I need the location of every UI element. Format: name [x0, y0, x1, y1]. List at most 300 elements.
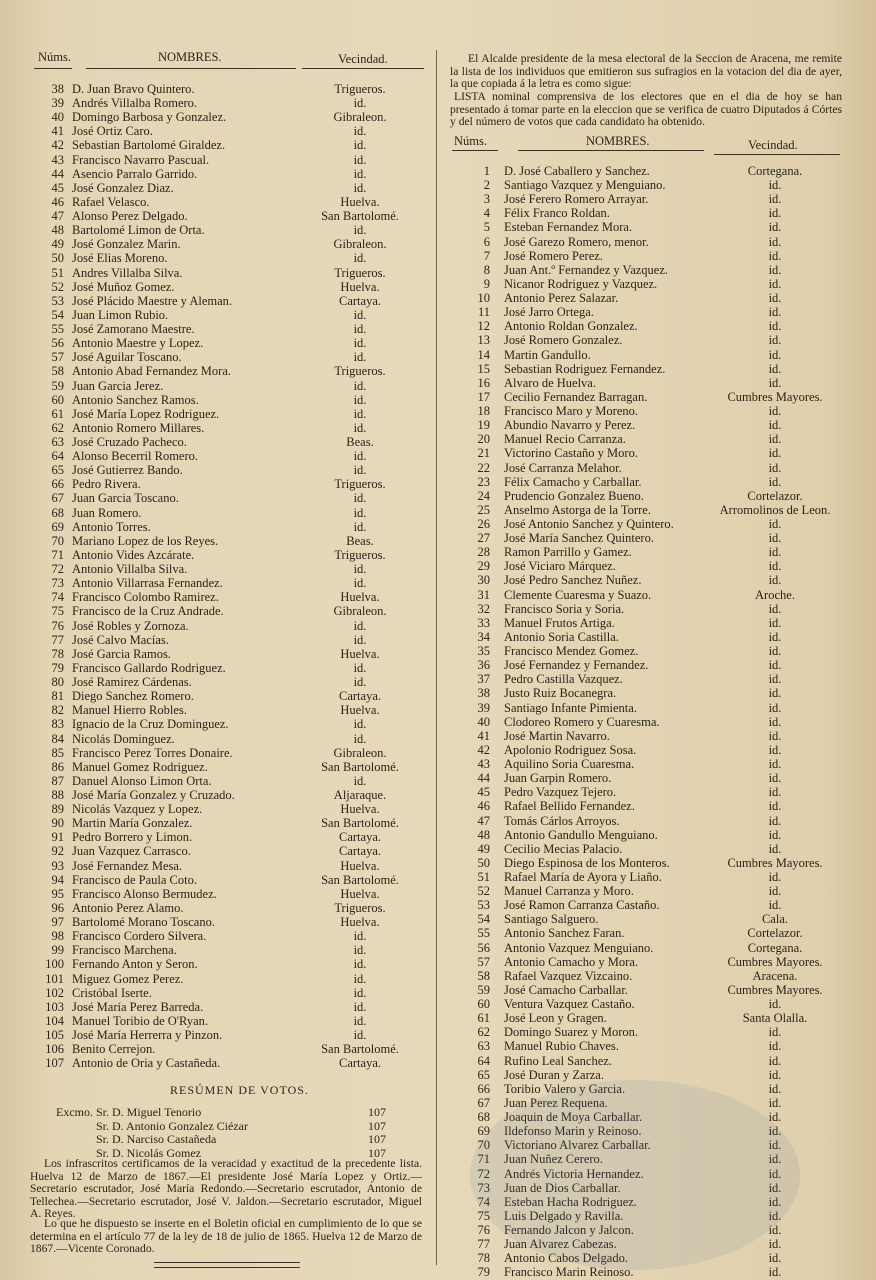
voter-vecindad: Trigueros. — [334, 900, 386, 915]
voter-name: Aquilino Soria Cuaresma. — [504, 757, 635, 772]
candidate-name: Sr. D. Antonio Gonzalez Ciézar — [96, 1118, 248, 1133]
voter-vecindad: id. — [768, 1039, 782, 1054]
voter-vecindad: San Bartolomé. — [321, 209, 399, 224]
voter-name: Juan Limon Rubio. — [72, 307, 169, 322]
voter-number: 81 — [51, 689, 64, 704]
voter-vecindad: id. — [768, 305, 782, 320]
voter-name: Manuel Frutos Artiga. — [504, 615, 615, 630]
voter-name: Nicolás Dominguez. — [72, 731, 175, 746]
voter-number: 4 — [483, 206, 490, 221]
voter-name: Andres Villalba Silva. — [72, 265, 183, 280]
voter-name: Anselmo Astorga de la Torre. — [504, 502, 651, 517]
voter-vecindad: Huelva. — [340, 646, 380, 661]
voter-vecindad: id. — [768, 601, 782, 616]
voter-name: Ignacio de la Cruz Dominguez. — [72, 717, 229, 732]
voter-number: 45 — [51, 180, 64, 195]
voter-number: 51 — [51, 265, 64, 280]
voter-vecindad: id. — [353, 562, 367, 577]
voter-number: 72 — [477, 1166, 490, 1181]
voter-vecindad: id. — [768, 997, 782, 1012]
voter-name: Bartolomé Limon de Orta. — [72, 223, 205, 238]
vote-row — [96, 1118, 386, 1133]
vote-count: 107 — [368, 1118, 386, 1133]
voter-name: Juan Alvarez Cabezas. — [504, 1237, 617, 1252]
voter-name: Juan Vazquez Carrasco. — [72, 844, 191, 859]
voter-number: 7 — [483, 248, 490, 263]
voter-name: Francisco Marchena. — [72, 943, 177, 958]
voter-name: Sebastian Bartolomé Giraldez. — [72, 138, 226, 153]
voter-name: D. José Caballero y Sanchez. — [504, 164, 650, 178]
voter-number: 74 — [477, 1194, 490, 1209]
voter-vecindad: id. — [768, 531, 782, 546]
voter-name: Francisco Gallardo Rodriguez. — [72, 660, 226, 675]
voter-number: 39 — [477, 700, 490, 715]
voter-name: Andrés Villalba Romero. — [72, 96, 198, 111]
resumen-title: RESÚMEN DE VOTOS. — [170, 1083, 309, 1097]
voter-number: 73 — [477, 1180, 490, 1195]
voter-number: 56 — [51, 336, 64, 351]
voter-name: José Fernandez y Fernandez. — [504, 658, 649, 673]
voter-name: José Carranza Melahor. — [504, 460, 622, 475]
voter-vecindad: id. — [768, 827, 782, 842]
voter-vecindad: id. — [768, 1138, 782, 1153]
voter-number: 88 — [51, 788, 64, 802]
voter-vecindad: Huelva. — [340, 858, 380, 873]
voter-number: 66 — [477, 1081, 490, 1096]
voter-number: 30 — [477, 573, 490, 588]
voter-name: Danuel Alonso Limon Orta. — [72, 773, 212, 788]
voter-number: 5 — [483, 220, 490, 235]
voter-vecindad: id. — [768, 178, 782, 193]
voter-vecindad: Huelva. — [340, 886, 380, 901]
voter-name: Tomás Cárlos Arroyos. — [504, 813, 620, 828]
voter-number: 78 — [51, 646, 64, 661]
voter-name: Manuel Toribio de O'Ryan. — [72, 1013, 209, 1028]
voter-vecindad: id. — [768, 319, 782, 334]
voter-number: 62 — [477, 1025, 490, 1040]
voter-vecindad: id. — [768, 545, 782, 560]
voter-vecindad: id. — [768, 1237, 782, 1252]
right-header-num: Núms. — [454, 134, 487, 148]
voter-vecindad: id. — [768, 234, 782, 249]
voter-vecindad: id. — [353, 929, 367, 944]
voter-number: 86 — [51, 759, 64, 774]
voter-name: Antonio Vides Azcárate. — [72, 547, 195, 562]
voter-vecindad: Cartaya. — [339, 293, 381, 308]
voter-vecindad: id. — [353, 675, 367, 690]
voter-vecindad: id. — [353, 1013, 367, 1028]
voter-vecindad: id. — [768, 333, 782, 348]
voter-number: 80 — [51, 675, 64, 690]
voter-number: 70 — [51, 533, 64, 548]
voter-vecindad: id. — [768, 1053, 782, 1068]
voter-name: Manuel Rubio Chaves. — [504, 1039, 619, 1054]
right-header-rule-num — [452, 150, 498, 151]
voter-name: Ramon Parrillo y Gamez. — [504, 545, 632, 560]
voter-name: Juan Garcia Jerez. — [72, 378, 164, 393]
voter-number: 75 — [477, 1208, 490, 1223]
voter-number: 31 — [477, 587, 490, 602]
voter-vecindad: id. — [768, 841, 782, 856]
voter-name: José Fernandez Mesa. — [72, 858, 183, 873]
voter-vecindad: id. — [768, 418, 782, 433]
voter-vecindad: id. — [768, 361, 782, 376]
voter-number: 54 — [477, 912, 490, 927]
voter-vecindad: id. — [768, 1265, 782, 1280]
voter-vecindad: id. — [768, 1025, 782, 1040]
voter-name: Antonio Camacho y Mora. — [504, 954, 639, 969]
voter-vecindad: Aljaraque. — [333, 788, 387, 802]
voter-number: 44 — [51, 166, 64, 181]
voter-number: 106 — [45, 1042, 64, 1057]
voter-vecindad: Gibraleon. — [333, 745, 387, 760]
voter-number: 65 — [51, 463, 64, 478]
voter-number: 14 — [477, 347, 490, 362]
voter-name: José Jarro Ortega. — [504, 305, 594, 320]
voter-name: Luis Delgado y Ravilla. — [504, 1208, 624, 1223]
voter-vecindad: id. — [768, 771, 782, 786]
voter-number: 103 — [45, 999, 64, 1014]
voter-name: Juan Garpin Romero. — [504, 771, 612, 786]
voter-name: Santiago Salguero. — [504, 912, 599, 927]
voter-vecindad: Cartaya. — [339, 1056, 381, 1071]
voter-number: 90 — [51, 816, 64, 831]
voter-number: 47 — [51, 209, 64, 224]
voter-number: 45 — [477, 785, 490, 800]
dispatch-paragraph: Lo que he dispuesto se inserte en el Boletin oficial en cumplimiento de lo que se determina en el artículo 77 de la ley de 18 de julio de 1865. Huelva 12 de Marzo de 1867.—Vicente Coronado. — [30, 1217, 422, 1256]
voter-vecindad: id. — [768, 714, 782, 729]
voter-name: José María Lopez Rodriguez. — [72, 406, 220, 421]
voter-vecindad: id. — [768, 1223, 782, 1237]
voter-vecindad: id. — [768, 1067, 782, 1082]
voter-vecindad: id. — [353, 406, 367, 421]
voter-name: Rafael Vazquez Vizcaino. — [504, 968, 633, 983]
voter-vecindad: id. — [353, 449, 367, 464]
voter-name: Pedro Rivera. — [72, 477, 141, 492]
voter-name: Francisco Soria y Soria. — [504, 601, 625, 616]
voter-name: Francisco de la Cruz Andrade. — [72, 604, 224, 619]
voter-vecindad: Aracena. — [752, 968, 798, 983]
voter-name: José Garezo Romero, menor. — [504, 234, 649, 249]
voter-number: 17 — [477, 389, 490, 404]
voter-number: 93 — [51, 858, 64, 873]
voter-name: Rafael María de Ayora y Liaño. — [504, 870, 662, 884]
voter-number: 38 — [51, 82, 64, 96]
voter-name: Prudencio Gonzalez Bueno. — [504, 488, 644, 503]
voter-vecindad: id. — [768, 460, 782, 475]
voter-name: Nicanor Rodriguez y Vazquez. — [504, 276, 658, 291]
voter-vecindad: id. — [353, 943, 367, 958]
voter-vecindad: San Bartolomé. — [321, 1042, 399, 1057]
voter-name: Martin Gandullo. — [504, 347, 591, 362]
voter-vecindad: id. — [768, 517, 782, 531]
voter-number: 92 — [51, 844, 64, 859]
voter-name: Santiago Vazquez y Menguiano. — [504, 178, 666, 193]
voter-name: Juan Garcia Toscano. — [72, 491, 179, 506]
voter-vecindad: Gibraleon. — [333, 237, 387, 252]
voter-vecindad: id. — [768, 644, 782, 659]
voter-name: Manuel Gomez Rodriguez. — [72, 759, 208, 774]
voter-number: 56 — [477, 940, 490, 955]
voter-name: José Calvo Macías. — [72, 632, 169, 647]
left-header-name: NOMBRES. — [158, 50, 222, 64]
voter-vecindad: Cala. — [761, 912, 789, 927]
voter-vecindad: id. — [353, 1028, 367, 1043]
voter-name: Santiago Infante Pimienta. — [504, 700, 637, 715]
voter-vecindad: Huelva. — [340, 590, 380, 605]
voter-vecindad: id. — [353, 576, 367, 591]
voter-vecindad: id. — [768, 1180, 782, 1195]
voter-name: Antonio Roldan Gonzalez. — [504, 319, 638, 334]
voter-name: Victoriano Alvarez Carballar. — [504, 1138, 651, 1153]
voter-vecindad: id. — [768, 1081, 782, 1096]
voter-number: 73 — [51, 576, 64, 591]
voter-name: Antonio Torres. — [72, 519, 151, 534]
voter-name: José Martin Navarro. — [504, 728, 610, 743]
voter-name: Benito Cerrejon. — [72, 1042, 156, 1057]
voter-name: Alonso Perez Delgado. — [72, 209, 188, 224]
voter-number: 83 — [51, 717, 64, 732]
voter-vecindad: Trigueros. — [334, 265, 386, 280]
voter-number: 32 — [477, 601, 490, 616]
voter-name: José Pedro Sanchez Nuñez. — [504, 573, 642, 588]
voter-vecindad: id. — [768, 1152, 782, 1167]
voter-vecindad: id. — [768, 446, 782, 461]
voter-name: José Muñoz Gomez. — [72, 279, 175, 294]
voter-vecindad: id. — [353, 773, 367, 788]
voter-number: 34 — [477, 629, 490, 644]
voter-vecindad: id. — [768, 192, 782, 207]
voter-number: 51 — [477, 870, 490, 884]
voter-name: Antonio Villarrasa Fernandez. — [72, 576, 223, 591]
voter-number: 77 — [51, 632, 64, 647]
voter-number: 57 — [51, 350, 64, 365]
voter-name: José Ramirez Cárdenas. — [72, 675, 192, 690]
voter-number: 60 — [477, 997, 490, 1012]
voter-name: José Robles y Zornoza. — [72, 618, 189, 633]
library-stamp-watermark — [470, 1080, 800, 1270]
right-header-rule-name — [518, 150, 704, 151]
voter-vecindad: id. — [768, 375, 782, 390]
voter-number: 74 — [51, 590, 64, 605]
voter-vecindad: San Bartolomé. — [321, 759, 399, 774]
voter-vecindad: id. — [768, 700, 782, 715]
voter-number: 49 — [477, 841, 490, 856]
voter-vecindad: id. — [768, 1124, 782, 1139]
voter-vecindad: id. — [768, 813, 782, 828]
voter-name: Antonio Perez Alamo. — [72, 900, 184, 915]
list-title-paragraph: LISTA nominal comprensiva de los electores que en el dia de hoy se han presentado á tomar parte en la eleccion que se verifica de cuatro Diputados á Córtes y del número de votos que cada candidato ha obtenido. — [450, 90, 842, 129]
voter-vecindad: id. — [768, 898, 782, 913]
vote-count: 107 — [368, 1105, 386, 1119]
left-header-rule-name — [86, 68, 296, 69]
voter-number: 100 — [45, 957, 64, 972]
voter-vecindad: Huelva. — [340, 194, 380, 209]
vote-row — [56, 1105, 386, 1119]
voter-name: Juan de Dios Carballar. — [504, 1180, 621, 1195]
voter-name: José Romero Gonzalez. — [504, 333, 623, 348]
voter-vecindad: id. — [353, 731, 367, 746]
voter-vecindad: id. — [353, 632, 367, 647]
voter-vecindad: id. — [768, 206, 782, 221]
voter-name: Pedro Castilla Vazquez. — [504, 672, 623, 687]
voter-number: 55 — [477, 926, 490, 941]
voter-vecindad: Cortegana. — [747, 164, 803, 178]
voter-vecindad: Cumbres Mayores. — [727, 855, 823, 870]
voter-vecindad: id. — [768, 615, 782, 630]
voter-number: 9 — [483, 276, 490, 291]
voter-vecindad: id. — [353, 505, 367, 520]
voter-number: 65 — [477, 1067, 490, 1082]
voter-name: Diego Espinosa de los Monteros. — [504, 855, 670, 870]
voter-vecindad: id. — [353, 223, 367, 238]
voter-number: 85 — [51, 745, 64, 760]
voter-name: José Leon y Gragen. — [504, 1011, 607, 1026]
voter-name: Apolonio Rodriguez Sosa. — [504, 742, 637, 757]
voter-number: 50 — [477, 855, 490, 870]
voter-vecindad: Trigueros. — [334, 477, 386, 492]
voter-vecindad: id. — [353, 463, 367, 478]
voter-number: 43 — [477, 757, 490, 772]
voter-vecindad: id. — [353, 152, 367, 167]
voter-vecindad: id. — [353, 717, 367, 732]
voter-name: Francisco Perez Torres Donaire. — [72, 745, 233, 760]
voter-number: 64 — [477, 1053, 490, 1068]
voter-vecindad: id. — [768, 1095, 782, 1110]
voter-vecindad: id. — [353, 307, 367, 322]
voter-number: 3 — [483, 192, 490, 207]
voter-vecindad: id. — [768, 757, 782, 772]
voter-name: Martin María Gonzalez. — [72, 816, 193, 831]
voter-vecindad: Arromolinos de Leon. — [719, 502, 831, 517]
voter-number: 76 — [477, 1223, 490, 1237]
voter-name: José Ramon Carranza Castaño. — [504, 898, 660, 913]
voter-vecindad: id. — [768, 220, 782, 235]
voter-vecindad: id. — [353, 519, 367, 534]
voter-number: 64 — [51, 449, 64, 464]
intro-paragraph: El Alcalde presidente de la mesa electoral de la Seccion de Aracena, me remite la lista de los individuos que emitieron sus sufragios en la votacion del dia de ayer, la que copiada á la letra es como sigue: — [450, 52, 842, 91]
voter-name: Victorino Castaño y Moro. — [504, 446, 638, 461]
voter-number: 41 — [477, 728, 490, 743]
voter-name: Antonio Perez Salazar. — [504, 291, 619, 306]
voter-number: 98 — [51, 929, 64, 944]
voter-vecindad: id. — [768, 728, 782, 743]
voter-number: 101 — [45, 971, 64, 986]
voter-number: 27 — [477, 531, 490, 546]
voter-vecindad: id. — [768, 1251, 782, 1266]
voter-vecindad: Cumbres Mayores. — [727, 954, 823, 969]
voter-name: Francisco de Paula Coto. — [72, 872, 197, 887]
voter-number: 57 — [477, 954, 490, 969]
voter-vecindad: id. — [768, 1166, 782, 1181]
voter-vecindad: id. — [353, 96, 367, 111]
left-header-rule-vec — [302, 68, 424, 69]
voter-number: 60 — [51, 392, 64, 407]
left-header-num: Núms. — [38, 50, 71, 64]
voter-number: 49 — [51, 237, 64, 252]
voter-number: 107 — [45, 1056, 64, 1071]
voter-vecindad: id. — [353, 350, 367, 365]
voter-number: 52 — [477, 884, 490, 899]
voter-name: José María Perez Barreda. — [72, 999, 204, 1014]
voter-vecindad: id. — [768, 658, 782, 673]
voter-vecindad: id. — [768, 672, 782, 687]
voter-name: José Antonio Sanchez y Quintero. — [504, 517, 674, 531]
voter-name: Fernando Jalcon y Jalcon. — [504, 1223, 634, 1237]
voter-name: Juan Ant.º Fernandez y Vazquez. — [504, 262, 669, 277]
voter-number: 55 — [51, 322, 64, 337]
voter-number: 46 — [477, 799, 490, 814]
voter-number: 99 — [51, 943, 64, 958]
voter-vecindad: Gibraleon. — [333, 110, 387, 125]
voter-vecindad: id. — [768, 262, 782, 277]
voter-number: 63 — [477, 1039, 490, 1054]
voter-number: 20 — [477, 432, 490, 447]
voter-vecindad: id. — [353, 392, 367, 407]
voter-vecindad: id. — [768, 629, 782, 644]
voter-number: 23 — [477, 474, 490, 489]
voter-name: Domingo Suarez y Moron. — [504, 1025, 639, 1040]
voter-name: Francisco Cordero Silvera. — [72, 929, 207, 944]
voter-name: Juan Romero. — [72, 505, 142, 520]
voter-vecindad: San Bartolomé. — [321, 872, 399, 887]
voter-name: José Gonzalez Diaz. — [72, 180, 174, 195]
voter-vecindad: id. — [353, 618, 367, 633]
left-header-rule-num — [34, 68, 72, 69]
voter-number: 76 — [51, 618, 64, 633]
voter-number: 59 — [51, 378, 64, 393]
voter-number: 84 — [51, 731, 64, 746]
voter-vecindad: id. — [768, 276, 782, 291]
voter-number: 40 — [51, 110, 64, 125]
voter-number: 61 — [477, 1011, 490, 1026]
voter-vecindad: Beas. — [346, 435, 374, 449]
voter-name: Francisco Mendez Gomez. — [504, 644, 639, 659]
voter-vecindad: id. — [768, 1208, 782, 1223]
voter-name: José Romero Perez. — [504, 248, 603, 263]
voter-name: Manuel Hierro Robles. — [72, 703, 187, 718]
end-rule — [154, 1262, 300, 1268]
voter-number: 69 — [477, 1124, 490, 1139]
voter-name: José Plácido Maestre y Aleman. — [72, 293, 233, 308]
voter-number: 44 — [477, 771, 490, 786]
voter-number: 16 — [477, 375, 490, 390]
voter-vecindad: San Bartolomé. — [321, 816, 399, 831]
voter-name: Cristóbal Iserte. — [72, 985, 152, 1000]
voter-vecindad: id. — [768, 248, 782, 263]
voter-vecindad: Santa Olalla. — [742, 1011, 808, 1026]
voter-name: Antonio Sanchez Ramos. — [72, 392, 199, 407]
voter-name: José Viciaro Márquez. — [504, 559, 616, 574]
voter-number: 53 — [477, 898, 490, 913]
voter-vecindad: id. — [353, 124, 367, 139]
right-header-vecindad: Vecindad. — [748, 138, 798, 152]
voter-vecindad: id. — [768, 1110, 782, 1125]
voter-number: 68 — [477, 1110, 490, 1125]
candidate-name: Sr. D. Narciso Castañeda — [96, 1132, 217, 1146]
voter-name: José Camacho Carballar. — [504, 982, 628, 997]
voter-name: Nicolás Vazquez y Lopez. — [72, 802, 203, 817]
voter-vecindad: Gibraleon. — [333, 604, 387, 619]
voter-name: Francisco Alonso Bermudez. — [72, 886, 217, 901]
voter-number: 40 — [477, 714, 490, 729]
voter-vecindad: id. — [768, 799, 782, 814]
certificate-paragraph: Los infrascritos certificamos de la veracidad y exactitud de la precedente lista. Huelva 12 de Marzo de 1867.—El presidente José María Lopez y Ortiz.—Secretario escrutador, José María Redondo.—Secretario escrutador, Antonio de Tellechea.—Secretario escrutador, José V. Jaldon.—Secretario escrutador, Miguel A. Reyes. — [30, 1157, 422, 1221]
voter-name: Antonio Abad Fernandez Mora. — [72, 364, 231, 379]
voter-vecindad: id. — [768, 573, 782, 588]
voter-vecindad: Beas. — [346, 533, 374, 548]
voter-number: 50 — [51, 251, 64, 266]
